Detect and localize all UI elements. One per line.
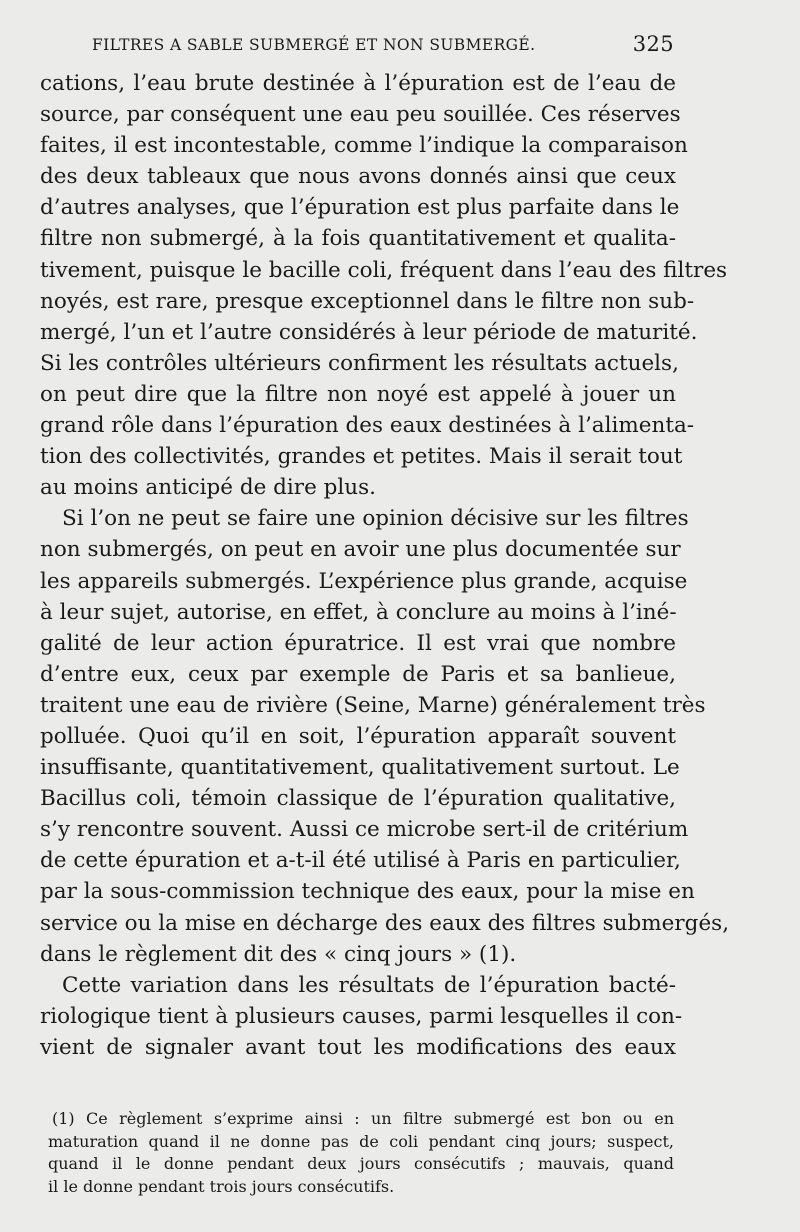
text-line: tion des collectivités, grandes et petites. Mais il serait tout — [40, 444, 683, 470]
text-line: non submergés, on peut en avoir une plus documentée sur — [40, 537, 681, 563]
text-line: s’y rencontre souvent. Aussi ce microbe sert-il de critérium — [40, 817, 689, 843]
footnote-line: maturation quand il ne donne pas de coli pendant cinq jours; suspect, — [48, 1131, 674, 1151]
text-line: Bacillus coli, témoin classique de l’épuration qualitative, — [40, 786, 676, 812]
footnote-line: (1) Ce règlement s’exprime ainsi : un filtre submergé est bon ou en — [52, 1109, 674, 1128]
text-line: polluée. Quoi qu’il en soit, l’épuration apparaît souvent — [40, 723, 676, 749]
text-line: des deux tableaux que nous avons donnés ainsi que ceux — [40, 164, 676, 190]
text-line: les appareils submergés. L’expérience plus grande, acquise — [40, 568, 688, 594]
text-line: mergé, l’un et l’autre considérés à leur période de maturité. — [40, 319, 698, 345]
text-line: d’entre eux, ceux par exemple de Paris et sa banlieue, — [40, 661, 676, 687]
text-line: cations, l’eau brute destinée à l’épuration est de l’eau de — [40, 71, 676, 96]
text-line: service ou la mise en décharge des eaux des filtres submergés, — [40, 910, 730, 936]
text-line: tivement, puisque le bacille coli, fréquent dans l’eau des filtres — [40, 257, 728, 283]
text-line: dans le règlement dit des « cinq jours » (1). — [40, 941, 517, 967]
text-line: source, par conséquent une eau peu souillée. Ces réserves — [40, 102, 681, 128]
running-title: FILTRES A SABLE SUBMERGÉ ET NON SUBMERGÉ. — [92, 36, 536, 54]
text-line: noyés, est rare, presque exceptionnel dans le filtre non sub- — [40, 288, 695, 314]
footnote-line: il le donne pendant trois jours consécutifs. — [48, 1176, 395, 1196]
text-line: traitent une eau de rivière (Seine, Marne) généralement très — [40, 692, 706, 718]
text-line: d’autres analyses, que l’épuration est plus parfaite dans le — [40, 195, 680, 221]
text-line: par la sous-commission technique des eaux, pour la mise en — [40, 879, 695, 905]
text-line: galité de leur action épuratrice. Il est vrai que nombre — [40, 630, 676, 656]
body-text — [40, 68, 730, 1063]
text-line: insuffisante, quantitativement, qualitativement surtout. Le — [40, 755, 680, 781]
text-line: on peut dire que la filtre non noyé est appelé à jouer un — [40, 381, 676, 407]
text-line: Si l’on ne peut se faire une opinion décisive sur les filtres — [62, 506, 689, 532]
text-line: de cette épuration et a-t-il été utilisé à Paris en particulier, — [40, 848, 681, 874]
text-line: au moins anticipé de dire plus. — [40, 475, 376, 501]
text-line: Si les contrôles ultérieurs confirment les résultats actuels, — [40, 350, 679, 376]
text-line: grand rôle dans l’épuration des eaux destinées à l’alimenta- — [40, 413, 695, 439]
text-line: riologique tient à plusieurs causes, parmi lesquelles il con- — [40, 1003, 683, 1029]
text-line: vient de signaler avant tout les modifications des eaux — [40, 1034, 676, 1060]
footnote-line: quand il le donne pendant deux jours consécutifs ; mauvais, quand — [48, 1154, 674, 1173]
text-line: filtre non submergé, à la fois quantitativement et qualita- — [40, 226, 676, 252]
text-line: à leur sujet, autorise, en effet, à conclure au moins à l’iné- — [40, 599, 677, 625]
page-number: 325 — [632, 32, 674, 56]
text-line: faites, il est incontestable, comme l’indique la comparaison — [40, 133, 688, 159]
footnote — [48, 1108, 674, 1198]
text-line: Cette variation dans les résultats de l’épuration bacté- — [62, 972, 676, 998]
running-header — [92, 32, 674, 60]
